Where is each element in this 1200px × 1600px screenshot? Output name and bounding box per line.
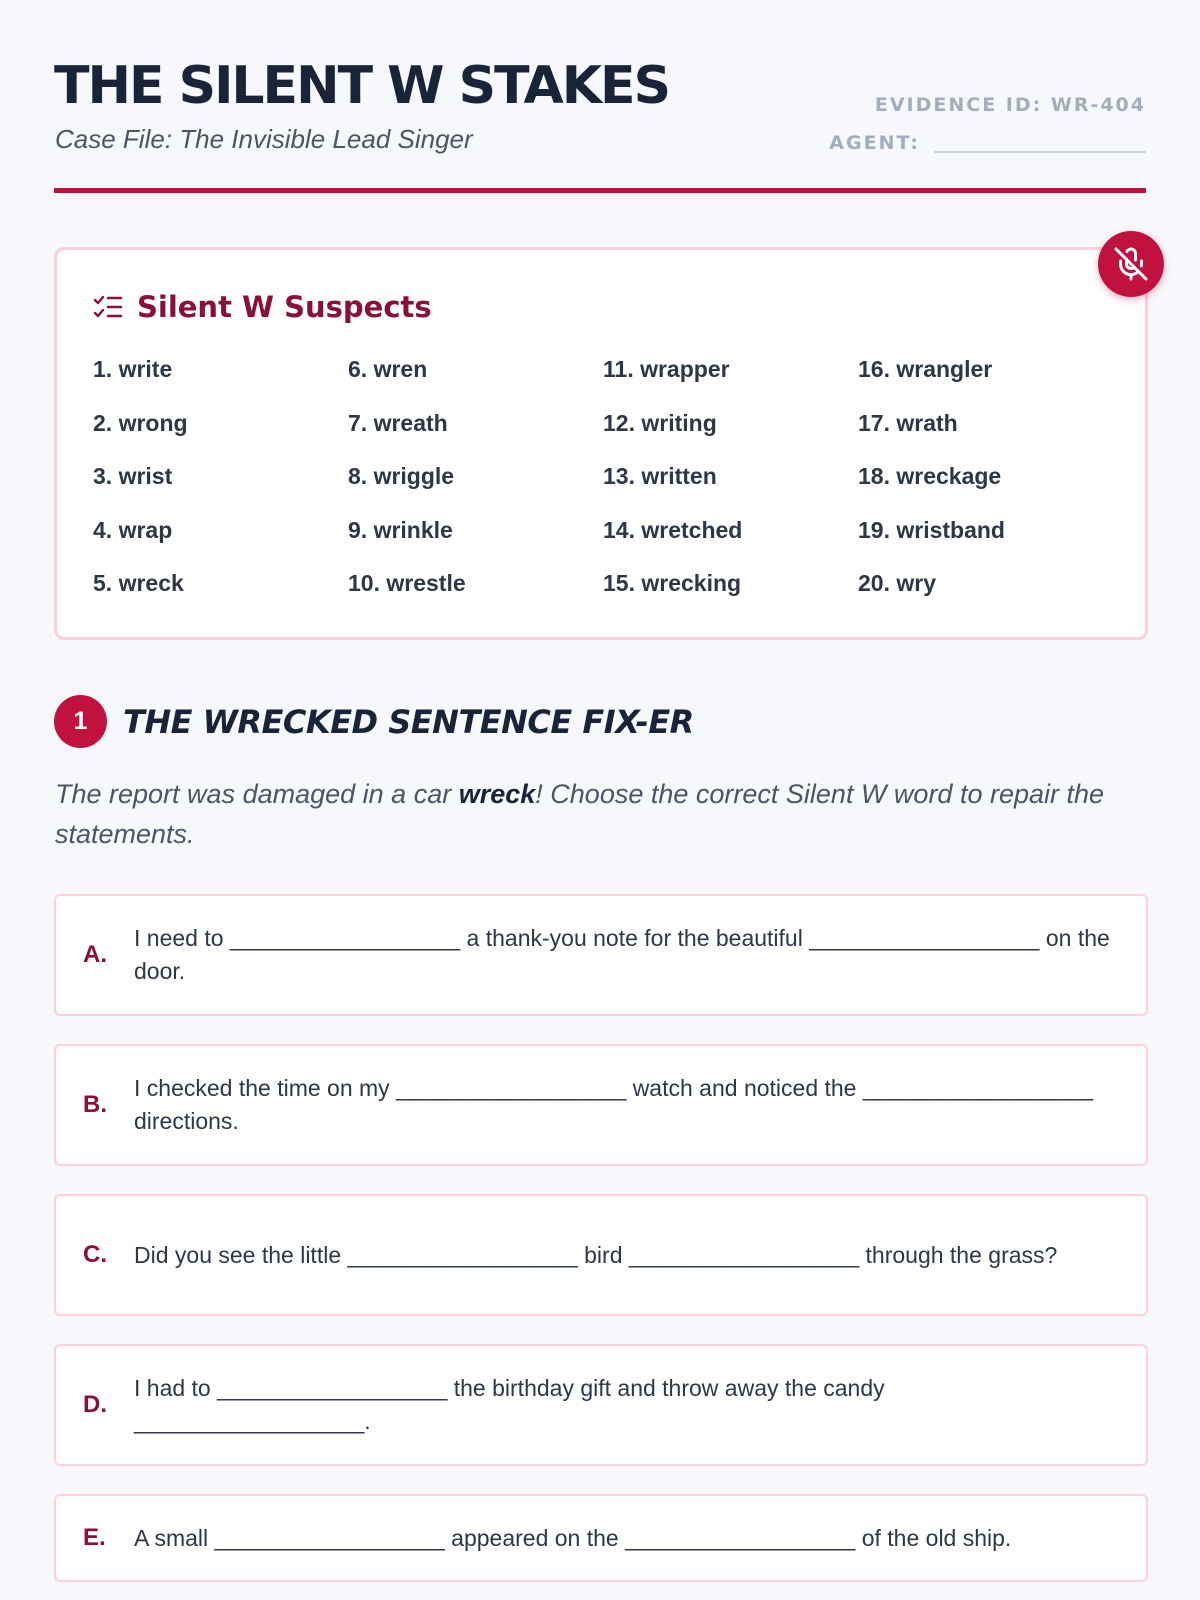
- evidence-id: EVIDENCE ID: WR-404: [874, 94, 1146, 116]
- question-text[interactable]: I checked the time on my __________________ watch and noticed the __________________ directions.: [134, 1075, 1094, 1134]
- word-item: 12. writing: [603, 409, 717, 436]
- question-card-d: [54, 1344, 1148, 1466]
- question-letter: C.: [83, 1241, 107, 1268]
- word-item: 13. written: [603, 463, 717, 489]
- question-card-c: [54, 1194, 1148, 1316]
- section-instructions: [55, 774, 1145, 854]
- word-item: 17. wrath: [858, 409, 958, 436]
- question-text[interactable]: A small __________________ appeared on the __________________ of the old ship.: [134, 1524, 1012, 1551]
- question-letter: E.: [83, 1524, 106, 1551]
- instructions-text-start: The report was damaged in a car: [55, 779, 459, 809]
- word-item: 7. wreath: [348, 409, 448, 436]
- agent-label: AGENT:: [829, 132, 920, 154]
- word-item: 15. wrecking: [603, 570, 742, 596]
- section-number-badge: 1: [54, 695, 107, 748]
- word-item: 1. write: [93, 356, 173, 382]
- word-list: [93, 356, 1113, 624]
- instructions-bold-word: wreck: [458, 779, 536, 809]
- question-card-a: [54, 894, 1148, 1016]
- section-header: [54, 695, 694, 748]
- question-text[interactable]: I need to __________________ a thank-you note for the beautiful __________________ on the door.: [134, 925, 1110, 984]
- question-text[interactable]: Did you see the little __________________ bird __________________ through the grass?: [134, 1241, 1058, 1268]
- word-item: 3. wrist: [93, 463, 173, 489]
- page-header: [54, 0, 1146, 193]
- word-bank: [54, 247, 1148, 640]
- agent-field: [829, 132, 1146, 154]
- question-card-e: [54, 1494, 1148, 1582]
- question-text[interactable]: I had to __________________ the birthday gift and throw away the candy __________________.: [134, 1375, 885, 1434]
- word-item: 2. wrong: [93, 409, 188, 436]
- instructions-text-end: ! Choose the correct Silent W word to repair the statements.: [55, 779, 1105, 849]
- agent-input-line[interactable]: [934, 151, 1146, 153]
- word-bank-title: Silent W Suspects: [137, 290, 432, 324]
- checklist-icon: [93, 294, 123, 320]
- word-item: 16. wrangler: [858, 356, 993, 382]
- question-letter: A.: [83, 941, 107, 968]
- word-item: 6. wren: [348, 356, 428, 382]
- page-subtitle: Case File: The Invisible Lead Singer: [55, 124, 473, 154]
- page-title: THE SILENT W STAKES: [54, 56, 670, 116]
- word-item: 19. wristband: [858, 516, 1005, 543]
- word-item: 8. wriggle: [348, 463, 455, 489]
- question-letter: B.: [83, 1091, 107, 1118]
- word-item: 14. wretched: [603, 516, 743, 543]
- word-item: 11. wrapper: [603, 356, 730, 382]
- word-bank-header: [93, 290, 432, 324]
- word-item: 5. wreck: [93, 570, 184, 596]
- mic-off-icon: [1098, 231, 1164, 297]
- question-letter: D.: [83, 1391, 107, 1418]
- word-item: 10. wrestle: [348, 570, 466, 596]
- word-item: 4. wrap: [93, 516, 173, 543]
- section-title: THE WRECKED SENTENCE FIX-ER: [123, 702, 694, 741]
- word-item: 9. wrinkle: [348, 516, 453, 543]
- word-item: 20. wry: [858, 570, 936, 596]
- question-card-b: [54, 1044, 1148, 1166]
- word-item: 18. wreckage: [858, 463, 1002, 489]
